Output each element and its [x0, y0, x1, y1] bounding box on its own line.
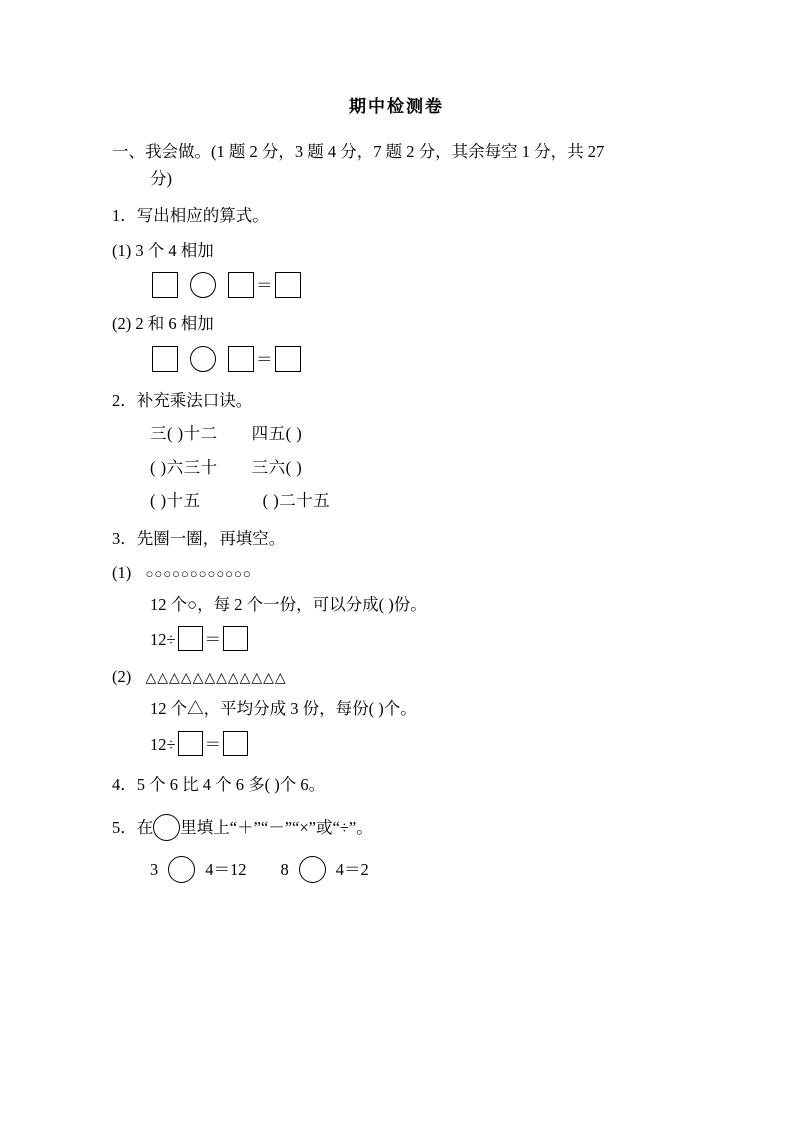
- page-title: 期中检测卷: [349, 97, 444, 117]
- kou-right[interactable]: 三六( ): [251, 457, 303, 477]
- answer-circle[interactable]: [190, 272, 216, 298]
- answer-circle[interactable]: [190, 346, 216, 372]
- question-2-row: [150, 426, 698, 443]
- question-3-sub-2-text[interactable]: 12 个△，平均分成 3 份，每份( )个。: [150, 699, 417, 719]
- kou-right[interactable]: 四五( ): [251, 424, 303, 444]
- question-1-label: 1．写出相应的算式。: [112, 206, 269, 226]
- question-3-sub-1-text[interactable]: 12 个○，每 2 个一份，可以分成( )份。: [150, 594, 427, 614]
- question-5-expressions: [150, 856, 698, 883]
- answer-box[interactable]: [275, 346, 301, 372]
- exam-content: [112, 139, 698, 883]
- expr2-right: 4＝2: [335, 860, 369, 880]
- question-1-sub-2-label: (2) 2 和 6 相加: [112, 314, 214, 334]
- answer-box[interactable]: [152, 272, 178, 298]
- question-2-label: 2．补充乘法口诀。: [112, 390, 253, 410]
- equals-sign: ＝: [256, 349, 273, 369]
- triangle-shapes: △△△△△△△△△△△△: [145, 671, 287, 687]
- kou-left[interactable]: ( )十五: [150, 491, 201, 511]
- answer-box[interactable]: [152, 346, 178, 372]
- expr2-left: 8: [280, 860, 289, 880]
- question-2-row: [150, 457, 698, 477]
- kou-left[interactable]: 三( )十二: [150, 424, 218, 444]
- kou-left[interactable]: ( )六三十: [150, 457, 218, 477]
- equals-sign: ＝: [204, 734, 222, 754]
- equals-sign: ＝: [204, 630, 222, 650]
- equals-sign: ＝: [256, 276, 273, 296]
- answer-circle[interactable]: [153, 814, 180, 841]
- question-5-label-b: 里填上“＋”“－”“×”或“÷”。: [180, 818, 373, 838]
- question-3-sub-1-expr: [150, 626, 698, 651]
- circle-shapes: ○○○○○○○○○○○○: [145, 566, 252, 582]
- question-3-label: 3．先圈一圈，再填空。: [112, 528, 286, 548]
- question-3-sub-2-label: (2): [112, 667, 132, 687]
- question-1-sub-2-answer-row: [150, 346, 698, 372]
- question-3-sub-1-row: [112, 565, 698, 582]
- answer-box[interactable]: [228, 272, 254, 298]
- question-5-label-a: 5．在: [112, 818, 154, 838]
- expr1-right: 4＝12: [205, 860, 247, 880]
- section-one-heading-text: 一、我会做。(1 题 2 分，3 题 4 分，7 题 2 分，其余每空 1 分，共 27: [112, 142, 605, 161]
- question-5-label: [112, 814, 698, 841]
- expr-prefix: 12÷: [150, 734, 176, 754]
- answer-box[interactable]: [275, 272, 301, 298]
- answer-box[interactable]: [223, 731, 248, 756]
- answer-circle[interactable]: [299, 856, 326, 883]
- section-one-heading: [112, 139, 698, 165]
- answer-circle[interactable]: [168, 856, 195, 883]
- question-1-sub-1-label: (1) 3 个 4 相加: [112, 240, 214, 260]
- question-3-sub-2-expr: [150, 731, 698, 756]
- question-3-sub-1-label: (1): [112, 563, 132, 583]
- section-one-heading-cont: 分): [150, 168, 172, 188]
- expr-prefix: 12÷: [150, 630, 176, 650]
- expr1-left: 3: [150, 860, 159, 880]
- answer-box[interactable]: [223, 626, 248, 651]
- kou-right[interactable]: ( )二十五: [262, 491, 331, 511]
- answer-box[interactable]: [228, 346, 254, 372]
- answer-box[interactable]: [178, 626, 203, 651]
- question-2-row: [150, 493, 698, 510]
- answer-box[interactable]: [178, 731, 203, 756]
- question-1-sub-1-answer-row: [150, 272, 698, 298]
- question-3-sub-2-row: [112, 669, 698, 686]
- question-4-label[interactable]: 4．5 个 6 比 4 个 6 多( )个 6。: [112, 774, 326, 794]
